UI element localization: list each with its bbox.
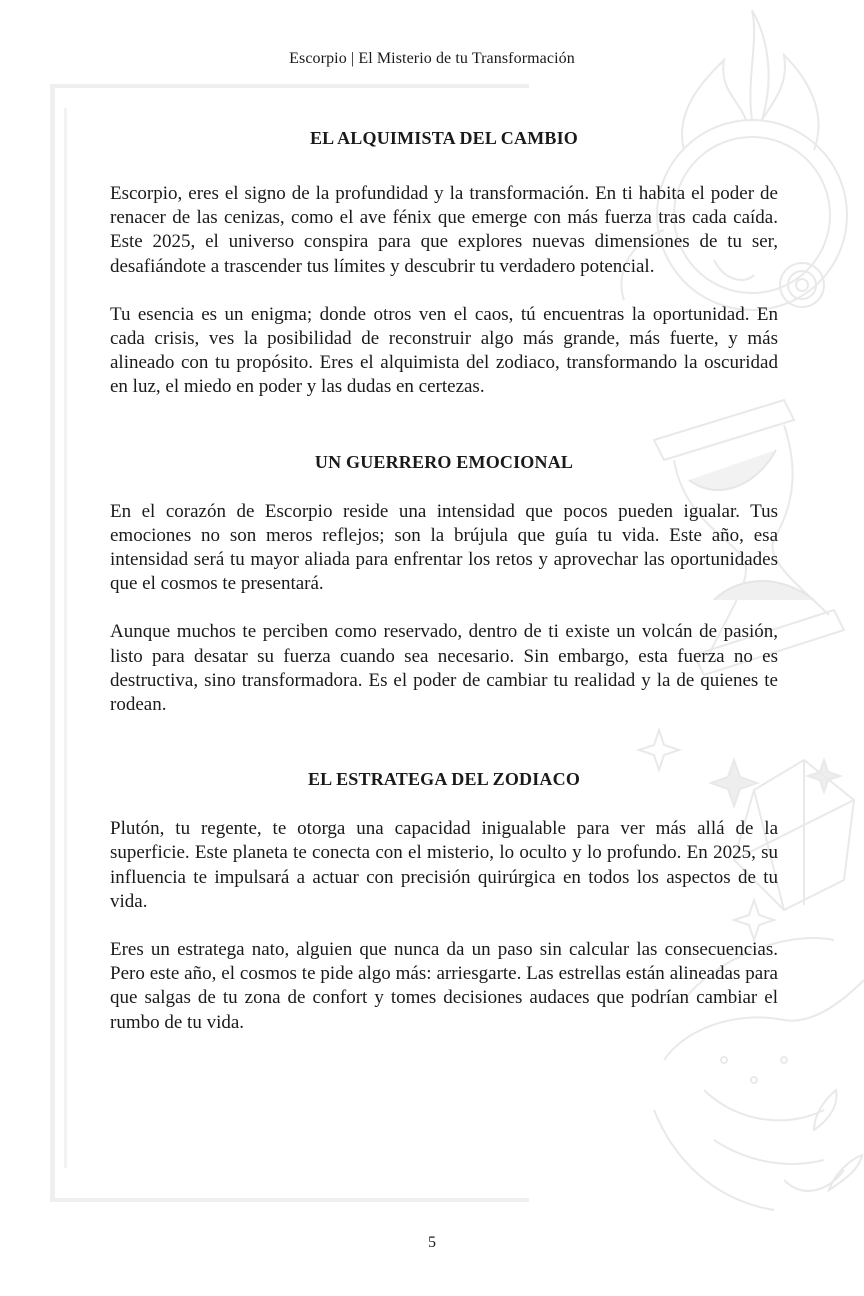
paragraph: Tu esencia es un enigma; donde otros ven el caos, tú encuentras la oportunidad. En cada crisis, ves la posibilidad de reconstruir algo más grande, más fuerte, y más alineado con tu propósito. Eres el alquimista del zodiaco, transformando la oscuridad en luz, el miedo en poder y las dudas en certezas.	[110, 303, 778, 398]
page-frame-inner-line	[64, 108, 67, 1168]
paragraph: Eres un estratega nato, alguien que nunca da un paso sin calcular las consecuencias. Pero este año, el cosmos te pide algo más: arriesgarte. Las estrellas están alineadas para que salgas de tu zona de confort y tomes decisiones audaces que podrían cambiar el rumbo de tu vida.	[110, 939, 778, 1033]
paragraph: Escorpio, eres el signo de la profundidad y la transformación. En ti habita el poder de renacer de las cenizas, como el ave fénix que emerge con más fuerza tras cada caída. Este 2025, el universo conspira para que explores nuevas dimensiones de tu ser, desafiándote a trascender tus límites y descubrir tu verdadero potencial.	[110, 183, 778, 277]
page-number: 5	[428, 1234, 436, 1251]
running-header: Escorpio | El Misterio de tu Transformación	[289, 50, 575, 67]
page-content	[110, 128, 778, 1035]
paragraph: En el corazón de Escorpio reside una intensidad que pocos pueden igualar. Tus emociones no son meros reflejos; son la brújula que guía tu vida. Este año, esa intensidad será tu mayor aliada para enfrentar los retos y aprovechar las oportunidades que el cosmos te presentará.	[110, 500, 778, 595]
paragraph: Aunque muchos te perciben como reservado, dentro de ti existe un volcán de pasión, listo para desatar su fuerza cuando sea necesario. Sin embargo, esta fuerza no es destructiva, sino transformadora. Es el poder de cambiar tu realidad y la de quienes te rodean.	[110, 621, 778, 716]
section-heading: EL ALQUIMISTA DEL CAMBIO	[309, 128, 579, 148]
section-heading: UN GUERRERO EMOCIONAL	[314, 451, 574, 472]
paragraph: Plutón, tu regente, te otorga una capacidad inigualable para ver más allá de la superficie. Este planeta te conecta con el misterio, lo oculto y lo profundo. En 2025, su influencia te impulsará a actuar con precisión quirúrgica en todos los aspectos de tu vida.	[110, 818, 778, 912]
section-heading: EL ESTRATEGA DEL ZODIACO	[307, 769, 581, 790]
